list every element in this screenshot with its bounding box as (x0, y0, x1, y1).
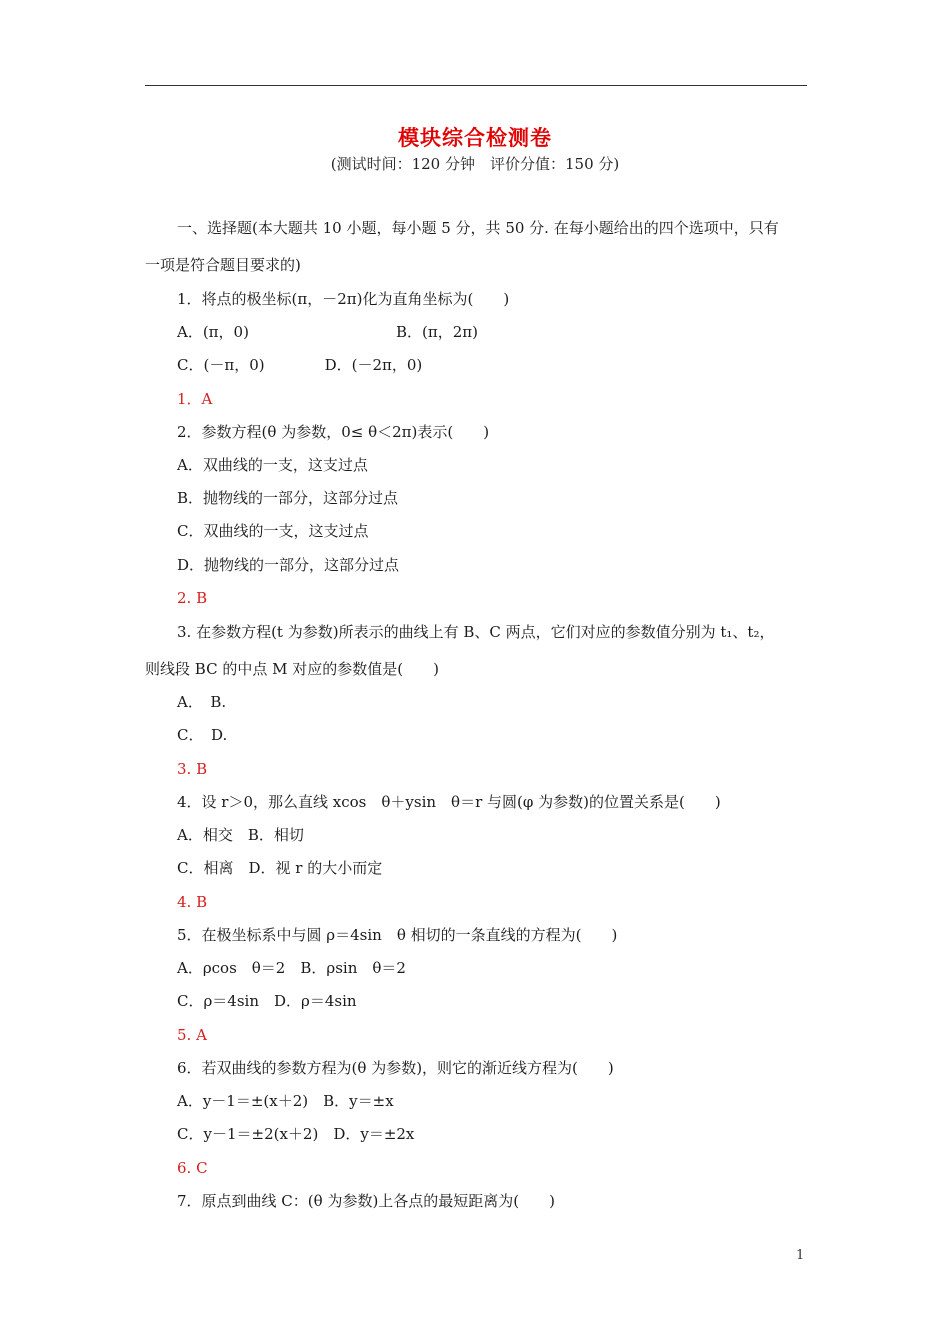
q5-stem: 5．在极坐标系中与圆 ρ＝4sin θ 相切的一条直线的方程为( ) (177, 926, 618, 944)
q7-stem: 7．原点到曲线 C：(θ 为参数)上各点的最短距离为( ) (177, 1192, 555, 1210)
q6-stem: 6．若双曲线的参数方程为(θ 为参数)，则它的渐近线方程为( ) (177, 1059, 614, 1077)
q6-option-cd: C．y－1＝±2(x＋2) D．y＝±2x (177, 1125, 415, 1143)
q3-option-ab: A． B. (177, 693, 227, 711)
q1-option-a: A．(π，0) (177, 323, 249, 341)
q2-answer: 2. B (177, 589, 208, 607)
q4-stem: 4．设 r＞0，那么直线 xcos θ＋ysin θ＝r 与圆(φ 为参数)的位置关系是( ) (177, 793, 721, 811)
page-number: 1 (796, 1248, 805, 1263)
q2-option-a: A．双曲线的一支，这支过点 (177, 456, 368, 474)
section-heading-line1: 一、选择题(本大题共 10 小题，每小题 5 分，共 50 分. 在每小题给出的四个选项中，只有 (177, 219, 779, 237)
q3-answer: 3. B (177, 760, 208, 778)
q2-stem: 2．参数方程(θ 为参数，0≤ θ＜2π)表示( ) (177, 423, 490, 441)
q2-option-c: C．双曲线的一支，这支过点 (177, 522, 369, 540)
q4-answer: 4. B (177, 893, 208, 911)
page-title: 模块综合检测卷 (398, 125, 552, 150)
q3-option-cd: C． D. (177, 726, 228, 744)
q1-option-b: B．(π，2π) (396, 323, 478, 341)
q1-stem: 1．将点的极坐标(π，－2π)化为直角坐标为( ) (177, 290, 510, 308)
q5-option-ab: A．ρcos θ＝2 B．ρsin θ＝2 (177, 959, 406, 977)
q1-option-cd: C．(－π，0) D．(－2π，0) (177, 356, 423, 374)
q5-option-cd: C．ρ＝4sin D．ρ＝4sin (177, 992, 357, 1010)
q3-stem-line1: 3. 在参数方程(t 为参数)所表示的曲线上有 B、C 两点，它们对应的参数值分别为 t₁、t₂， (177, 623, 775, 641)
page-subtitle: (测试时间：120 分钟 评价分值：150 分) (330, 155, 620, 173)
q2-option-b: B．抛物线的一部分，这部分过点 (177, 489, 399, 507)
q6-option-ab: A．y－1＝±(x＋2) B．y＝±x (177, 1092, 394, 1110)
q2-option-d: D．抛物线的一部分，这部分过点 (177, 556, 400, 574)
q3-stem-line2: 则线段 BC 的中点 M 对应的参数值是( ) (145, 660, 439, 678)
section-heading-line2: 一项是符合题目要求的) (145, 256, 301, 274)
q4-option-ab: A．相交 B．相切 (177, 826, 304, 844)
q5-answer: 5. A (177, 1026, 207, 1044)
header-rule (145, 85, 807, 86)
q4-option-cd: C．相离 D．视 r 的大小而定 (177, 859, 383, 877)
q6-answer: 6. C (177, 1159, 208, 1177)
q1-answer: 1．A (177, 390, 213, 408)
